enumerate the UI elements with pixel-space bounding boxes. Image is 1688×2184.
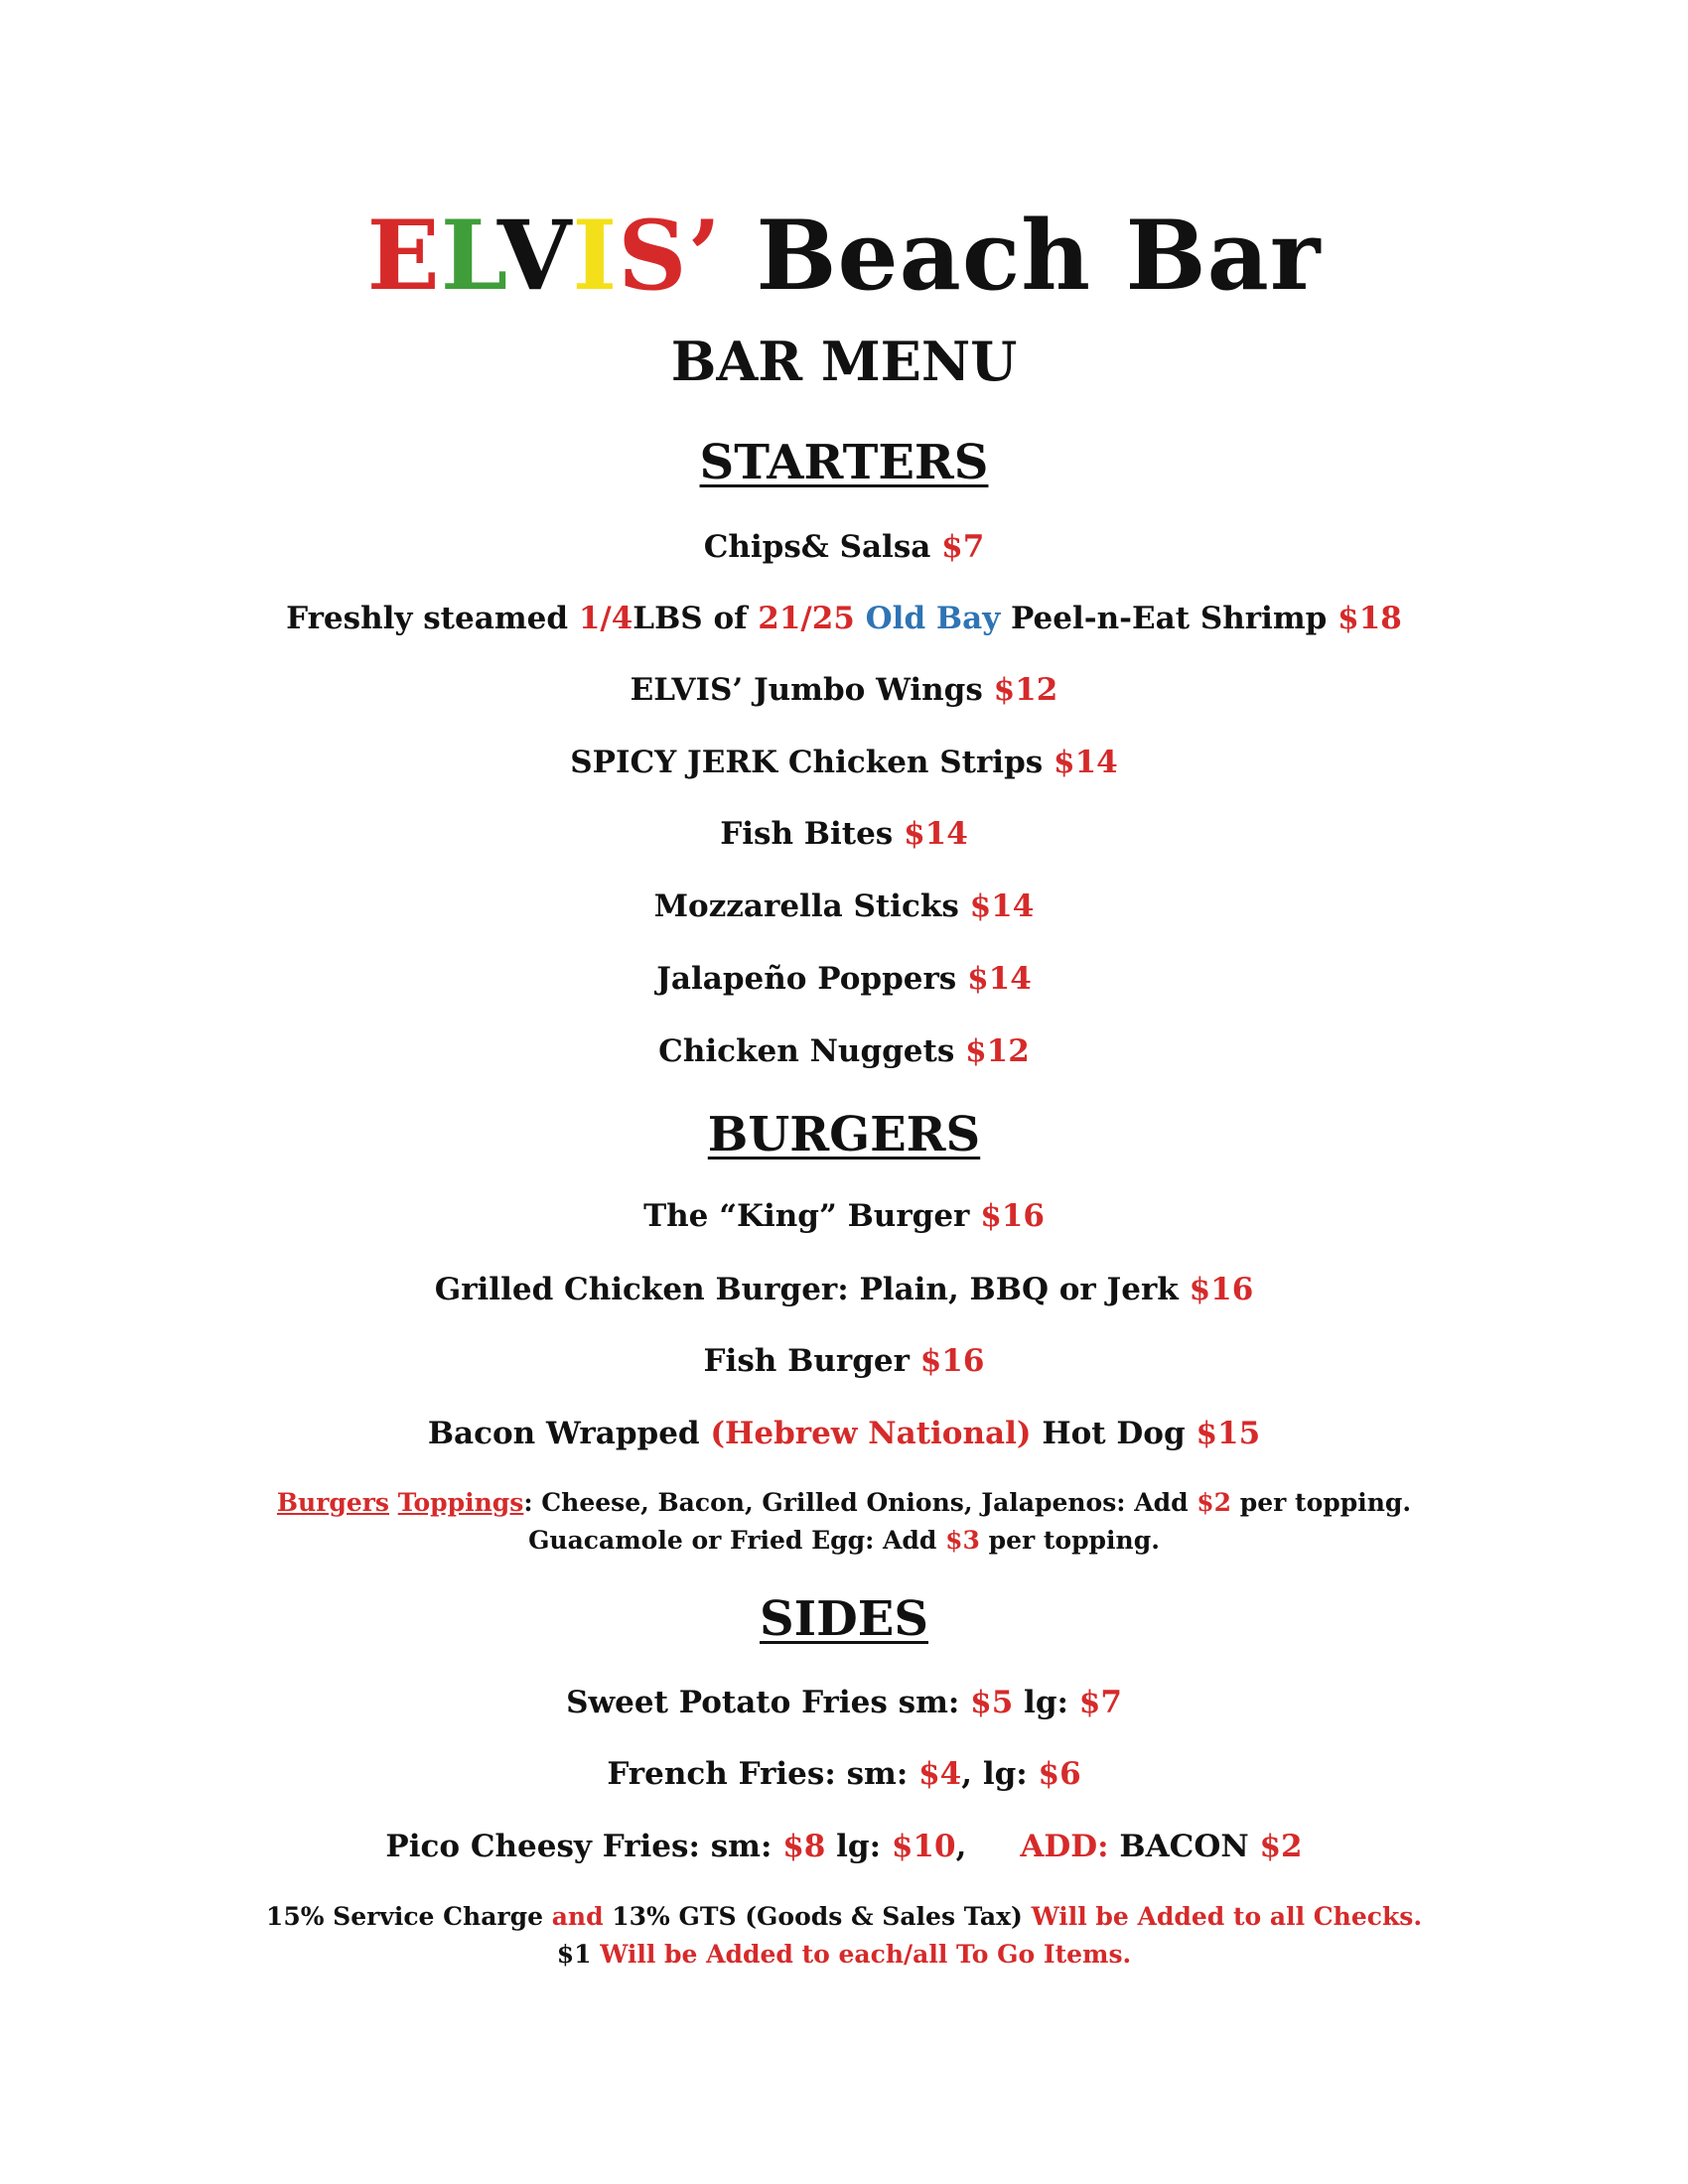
item-name: Grilled Chicken Burger: Plain, BBQ or Jerk: [434, 1272, 1179, 1307]
item-name: Fish Burger: [703, 1343, 910, 1379]
item-price: $14: [967, 961, 1032, 997]
toppings-label-toppings: Toppings: [397, 1488, 524, 1517]
footer-text: 13% GTS (Goods & Sales Tax): [603, 1902, 1032, 1931]
title-apostrophe: ’: [687, 200, 722, 312]
item-price-small: $8: [782, 1829, 826, 1864]
title-letter-s: S: [618, 200, 688, 312]
item-text: ,: [955, 1829, 1021, 1864]
item-price: $14: [904, 816, 968, 852]
item-brand: (Hebrew National): [710, 1416, 1032, 1451]
item-text: Bacon Wrapped: [427, 1416, 711, 1451]
item-name: Jalapeño Poppers: [656, 961, 957, 997]
item-text: Freshly steamed: [286, 601, 579, 636]
item-price: $14: [1054, 745, 1118, 780]
title-letter-i: I: [572, 200, 619, 312]
item-name: Chips& Salsa: [703, 529, 931, 565]
item-weight: 1/4: [578, 601, 633, 636]
menu-item-wings: [0, 672, 1688, 709]
item-text: lg:: [1013, 1685, 1079, 1720]
item-price: $16: [919, 1343, 985, 1379]
footer-and: and: [551, 1902, 604, 1931]
item-price-large: $6: [1038, 1756, 1081, 1792]
item-price-small: $5: [970, 1685, 1014, 1720]
item-price: $12: [993, 672, 1058, 708]
title-letter-l: L: [440, 200, 497, 312]
toppings-price: $2: [1196, 1488, 1232, 1517]
title-rest: Beach Bar: [721, 200, 1322, 312]
item-price: $12: [965, 1033, 1030, 1069]
item-text: Peel-n-Eat Shrimp: [1000, 601, 1338, 636]
menu-item-mozzarella: [0, 888, 1688, 925]
item-price: $16: [980, 1198, 1045, 1234]
menu-item-pico-cheesy-fries: [0, 1829, 1688, 1865]
menu-item-nuggets: [0, 1033, 1688, 1070]
item-price: $14: [969, 888, 1035, 924]
bacon-price: $2: [1259, 1829, 1303, 1864]
sides-heading: SIDES: [760, 1591, 928, 1647]
item-price-large: $10: [891, 1829, 956, 1864]
item-text: LBS of: [633, 601, 759, 636]
title-letter-v: V: [496, 200, 573, 312]
footer-text: $1: [556, 1940, 601, 1969]
footer-added-notice: Will be Added to all Checks.: [1031, 1902, 1423, 1931]
menu-item-hot-dog: [0, 1416, 1688, 1452]
item-price-large: $7: [1078, 1685, 1122, 1720]
menu-item-sweet-potato-fries: [0, 1685, 1688, 1721]
item-name: Mozzarella Sticks: [653, 888, 959, 924]
menu-item-fish-burger: [0, 1343, 1688, 1380]
item-name: Fish Bites: [720, 816, 894, 852]
toppings-note-line1: [0, 1488, 1688, 1518]
item-text: Hot Dog: [1031, 1416, 1196, 1451]
menu-item-chips: [0, 529, 1688, 566]
toppings-note-line2: [0, 1526, 1688, 1556]
item-text: French Fries: sm:: [607, 1756, 919, 1792]
to-go-note: [0, 1940, 1688, 1970]
item-price: $15: [1196, 1416, 1261, 1451]
item-text: Pico Cheesy Fries: sm:: [385, 1829, 783, 1864]
add-label: ADD:: [1020, 1829, 1109, 1864]
menu-item-jalapeno: [0, 961, 1688, 998]
item-text: Sweet Potato Fries sm:: [566, 1685, 971, 1720]
menu-subtitle: BAR MENU: [670, 330, 1018, 393]
toppings-text: per topping.: [979, 1526, 1160, 1555]
starters-heading: STARTERS: [699, 435, 989, 490]
toppings-label-burgers: Burgers: [276, 1488, 390, 1517]
item-seasoning: Old Bay: [865, 601, 1001, 636]
toppings-price: $3: [945, 1526, 980, 1555]
toppings-text: Guacamole or Fried Egg: Add: [528, 1526, 946, 1555]
toppings-text: per topping.: [1231, 1488, 1412, 1517]
item-name: SPICY JERK Chicken Strips: [570, 745, 1044, 780]
menu-item-chicken-burger: [0, 1272, 1688, 1308]
toppings-text: : Cheese, Bacon, Grilled Onions, Jalapenos: Add: [523, 1488, 1197, 1517]
item-price-small: $4: [918, 1756, 962, 1792]
footer-text: 15% Service Charge: [265, 1902, 552, 1931]
service-charge-note: [0, 1902, 1688, 1932]
menu-item-shrimp: [0, 601, 1688, 637]
burgers-heading: BURGERS: [707, 1107, 981, 1162]
menu-item-king-burger: [0, 1198, 1688, 1235]
item-price: $16: [1189, 1272, 1254, 1307]
menu-item-french-fries: [0, 1756, 1688, 1793]
item-name: The “King” Burger: [643, 1198, 970, 1234]
item-text: BACON: [1108, 1829, 1260, 1864]
menu-item-jerk-strips: [0, 745, 1688, 781]
item-text: , lg:: [961, 1756, 1039, 1792]
title-letter-e: E: [366, 200, 441, 312]
item-text: lg:: [825, 1829, 892, 1864]
item-size: 21/25: [758, 601, 855, 636]
restaurant-title: [0, 200, 1688, 312]
item-name: ELVIS’ Jumbo Wings: [630, 672, 983, 708]
menu-item-fish-bites: [0, 816, 1688, 853]
item-price: $7: [941, 529, 985, 565]
footer-to-go-notice: Will be Added to each/all To Go Items.: [600, 1940, 1132, 1969]
item-price: $18: [1337, 601, 1402, 636]
item-name: Chicken Nuggets: [658, 1033, 955, 1069]
